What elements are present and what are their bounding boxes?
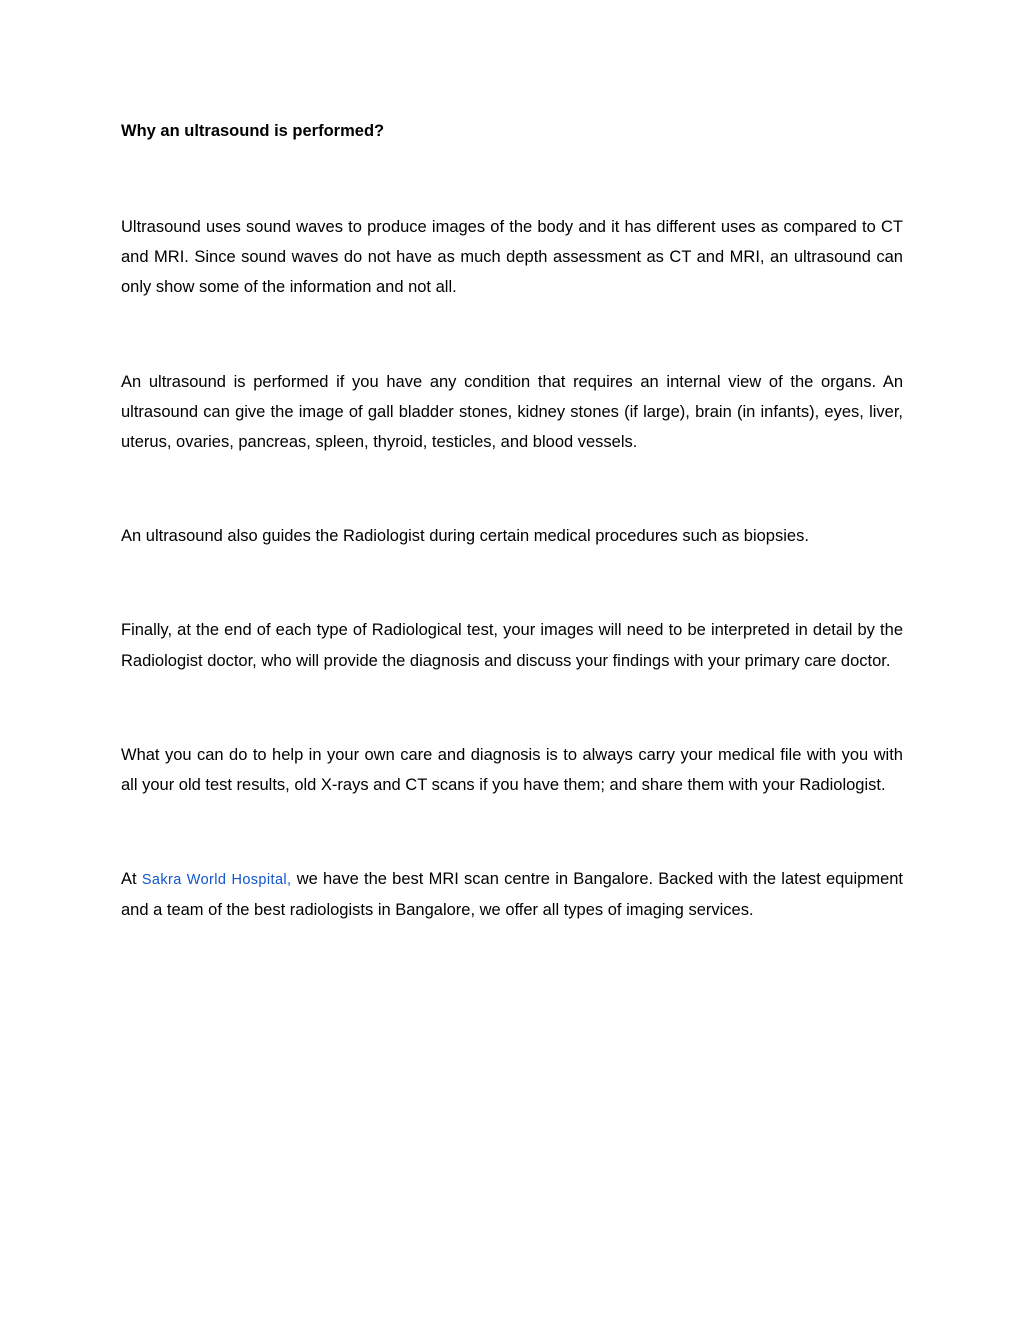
sakra-world-hospital-link[interactable]: Sakra World Hospital, [141, 872, 292, 889]
spacer [121, 551, 903, 615]
spacer [121, 800, 903, 864]
paragraph-ultrasound-overview: Ultrasound uses sound waves to produce images of the body and it has different uses as compared to CT and MRI. Since sound waves do not have as much depth assessment as CT and MRI, an ultrasound can only show some of the information and not all. [121, 218, 903, 297]
paragraph-ultrasound-biopsies: An ultrasound also guides the Radiologist during certain medical procedures such as biopsies. [121, 527, 809, 546]
page-title: Why an ultrasound is performed? [121, 122, 385, 140]
paragraph-ultrasound-uses: An ultrasound is performed if you have any condition that requires an internal view of the organs. An ultrasound can give the image of gall bladder stones, kidney stones (if large), brain (in infants), eyes, liver, uterus, ovaries, pancreas, spleen, thyroid, testicles, and blood vessels. [121, 372, 903, 452]
paragraph-patient-advice: What you can do to help in your own care and diagnosis is to always carry your medical file with you with all your old test results, old X-rays and CT scans if you have them; and share them with your Radiologist. [121, 745, 903, 795]
spacer [121, 676, 903, 740]
spacer [121, 457, 903, 521]
closing-prefix: At [121, 870, 142, 889]
paragraph-closing [121, 864, 903, 925]
paragraph-radiologist-interpretation: Finally, at the end of each type of Radiological test, your images will need to be interpreted in detail by the Radiologist doctor, who will provide the diagnosis and discuss your findings with your primary care doctor. [121, 621, 903, 670]
document-body [121, 118, 903, 926]
closing-suffix: we have the best MRI scan centre in Bangalore. Backed with the latest equipment and a team of the best radiologists in Bangalore, we offer all types of imaging services. [121, 870, 904, 920]
spacer [121, 303, 903, 367]
spacer [121, 144, 903, 212]
